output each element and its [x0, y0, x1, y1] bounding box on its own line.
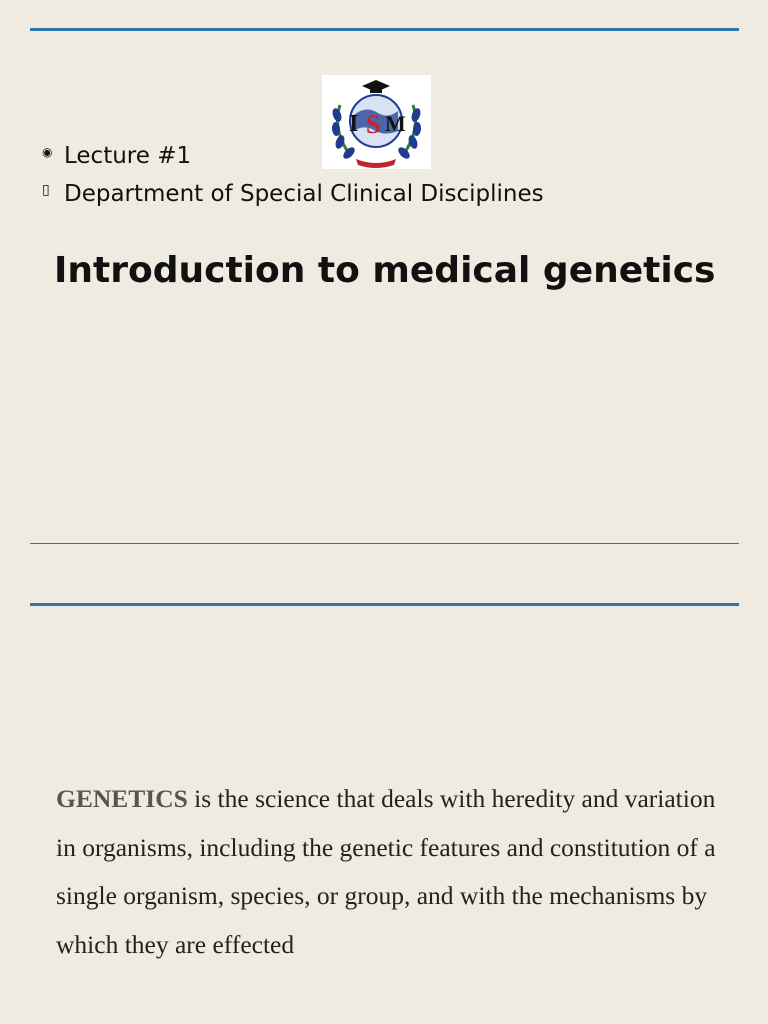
- genetics-definition-text: is the science that deals with heredity and variation in organisms, including the genetic features and constitution of a single organism, species, or group, and with the mechanisms by which they are effected: [56, 784, 716, 959]
- slide-footer-divider: [30, 543, 739, 544]
- circle-bullet-icon: ◉: [42, 145, 53, 159]
- slide-title: Introduction to medical genetics: [54, 250, 716, 291]
- svg-text:I: I: [349, 111, 359, 137]
- lecture-bullet-list: [42, 140, 544, 216]
- svg-text:M: M: [385, 111, 406, 136]
- department-text: Department of Special Clinical Disciplines: [64, 181, 544, 207]
- bullet-item-lecture: [42, 140, 544, 178]
- svg-text:S: S: [366, 110, 381, 139]
- top-divider: [30, 28, 739, 31]
- square-bullet-icon: ▯: [42, 182, 50, 198]
- second-slide-top-divider: [30, 603, 739, 606]
- lecture-number-text: Lecture #1: [64, 143, 192, 169]
- genetics-term: GENETICS: [56, 784, 188, 813]
- bullet-item-department: [42, 178, 544, 216]
- genetics-definition: [56, 775, 716, 969]
